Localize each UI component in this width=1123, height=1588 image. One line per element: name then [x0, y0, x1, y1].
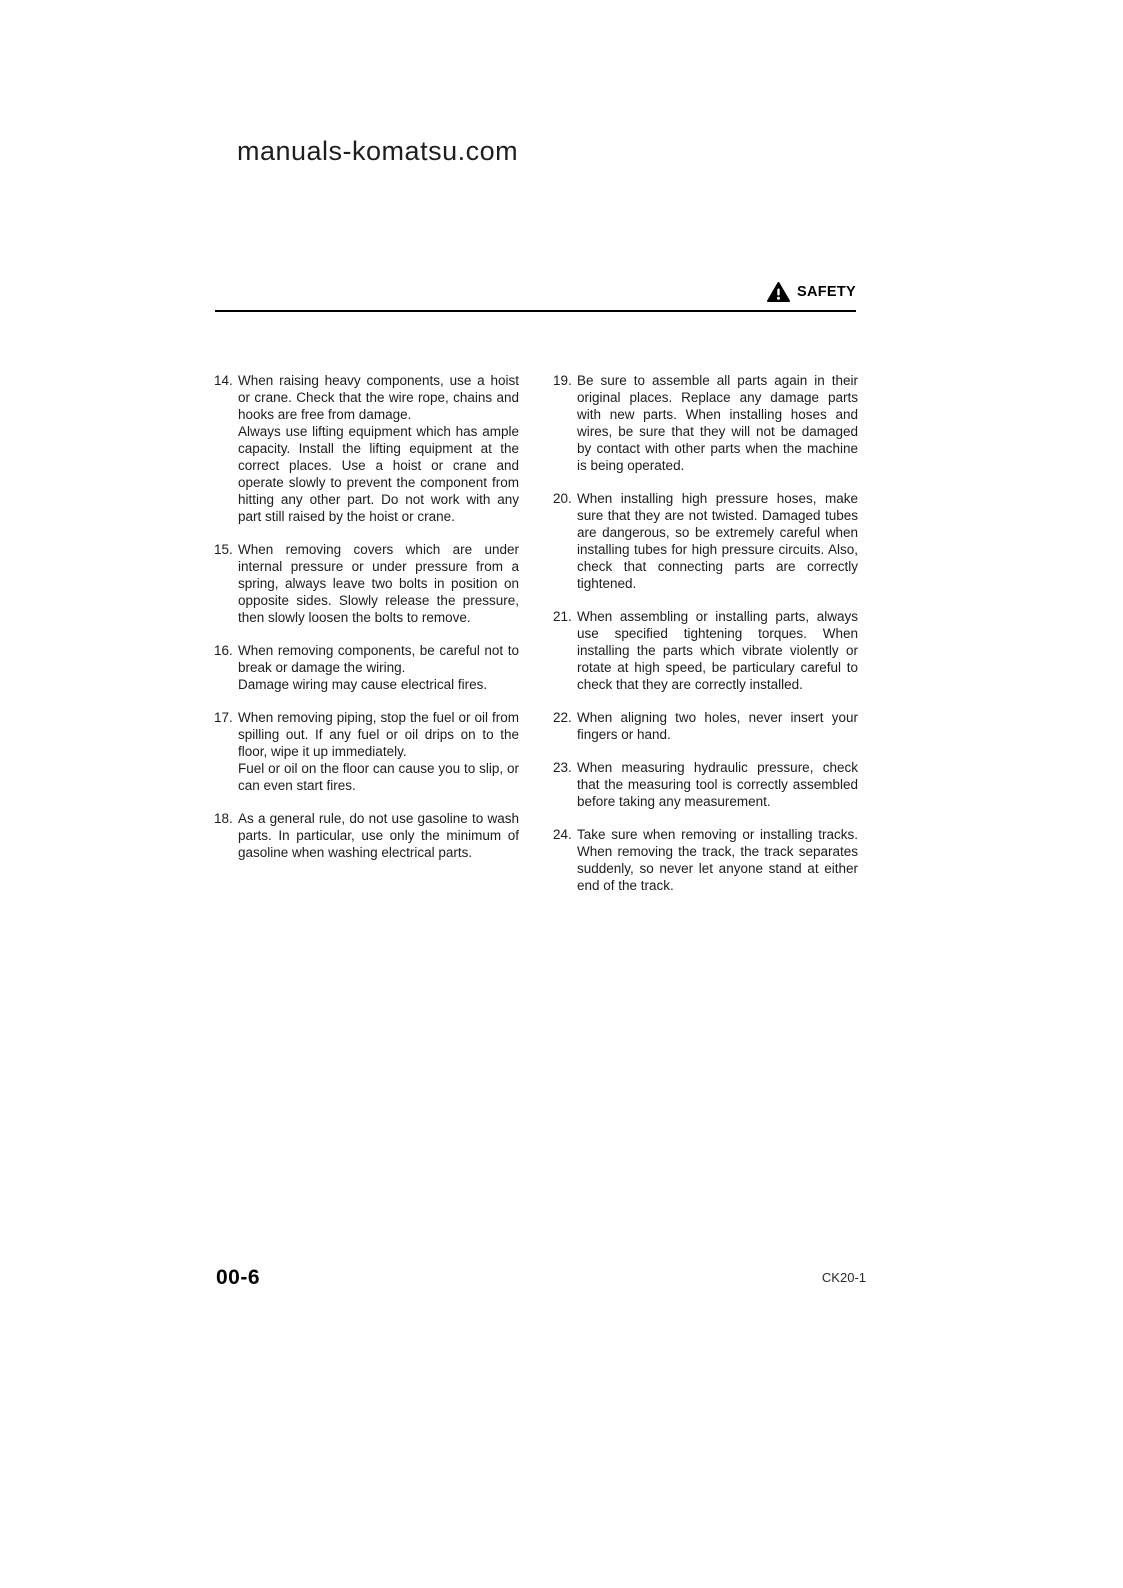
item-paragraph: When assembling or installing parts, always use specified tightening torques. When installing the parts which vibrate violently or rotate at high speed, be particulary careful to check that they are correctly installed. [577, 609, 858, 692]
item-number: 14. [214, 373, 233, 388]
item-paragraph: Take sure when removing or installing tracks. When removing the track, the track separates suddenly, so never let anyone stand at either end of the track. [577, 827, 858, 893]
item-paragraph: Damage wiring may cause electrical fires. [238, 677, 488, 692]
item-number: 15. [214, 542, 233, 557]
safety-list-right [553, 372, 858, 894]
list-item-21 [553, 608, 858, 693]
item-number: 18. [214, 811, 233, 826]
list-item-18 [214, 810, 519, 861]
item-number: 24. [553, 827, 572, 842]
item-number: 20. [553, 491, 572, 506]
safety-list-left [214, 372, 519, 861]
list-item-23 [553, 759, 858, 810]
item-number: 21. [553, 609, 572, 624]
item-paragraph: When aligning two holes, never insert your fingers or hand. [577, 710, 858, 742]
item-paragraph: As a general rule, do not use gasoline to wash parts. In particular, use only the minimum of gasoline when washing electrical parts. [238, 811, 519, 860]
list-item-24 [553, 826, 858, 894]
item-number: 22. [553, 710, 572, 725]
section-title: SAFETY [797, 284, 856, 300]
item-number: 16. [214, 643, 233, 658]
list-item-22 [553, 709, 858, 743]
item-paragraph: When installing high pressure hoses, make sure that they are not twisted. Damaged tubes are dangerous, so be extremely careful when installing tubes for high pressure circuits. Also, check that connecting parts are correctly tightened. [577, 491, 858, 591]
item-paragraph: When removing piping, stop the fuel or oil from spilling out. If any fuel or oil drips on to the floor, wipe it up immediately. [238, 710, 519, 759]
item-number: 19. [553, 373, 572, 388]
list-item-16 [214, 642, 519, 693]
page-number: 00-6 [216, 1266, 261, 1289]
item-paragraph: When removing components, be careful not to break or damage the wiring. [238, 643, 519, 675]
right-column [553, 372, 858, 910]
item-number: 23. [553, 760, 572, 775]
item-number: 17. [214, 710, 233, 725]
page-body [214, 372, 858, 910]
item-paragraph: When raising heavy components, use a hoist or crane. Check that the wire rope, chains and hooks are free from damage. [238, 373, 519, 422]
list-item-17 [214, 709, 519, 794]
item-paragraph: Be sure to assemble all parts again in their original places. Replace any damage parts with new parts. When installing hoses and wires, be sure that they will not be damaged by contact with other parts when the machine is being operated. [577, 373, 858, 473]
list-item-20 [553, 490, 858, 592]
section-header [215, 282, 856, 312]
list-item-14 [214, 372, 519, 525]
site-watermark: manuals-komatsu.com [237, 136, 519, 166]
item-paragraph: When measuring hydraulic pressure, check that the measuring tool is correctly assembled before taking any measurement. [577, 760, 858, 809]
left-column [214, 372, 519, 910]
list-item-15 [214, 541, 519, 626]
item-paragraph: When removing covers which are under internal pressure or under pressure from a spring, always leave two bolts in position on opposite sides. Slowly release the pressure, then slowly loosen the bolts to remove. [238, 542, 519, 625]
item-paragraph: Fuel or oil on the floor can cause you to slip, or can even start fires. [238, 761, 519, 793]
item-paragraph: Always use lifting equipment which has ample capacity. Install the lifting equipment at the correct places. Use a hoist or crane and operate slowly to prevent the component from hitting any other part. Do not work with any part still raised by the hoist or crane. [238, 424, 519, 524]
warning-triangle-icon [767, 282, 790, 302]
list-item-19 [553, 372, 858, 474]
document-code: CK20-1 [821, 1270, 866, 1285]
